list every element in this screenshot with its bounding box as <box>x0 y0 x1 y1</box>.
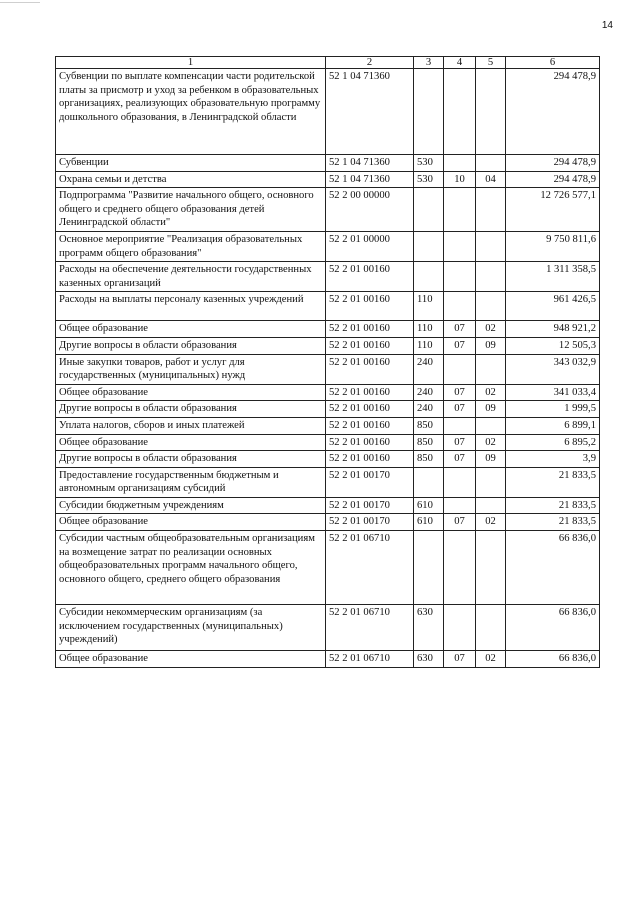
row-col-5: 02 <box>476 384 506 401</box>
row-amount: 961 426,5 <box>506 292 600 321</box>
table-row <box>56 401 600 418</box>
row-name: Охрана семьи и детства <box>56 171 326 188</box>
row-amount: 6 895,2 <box>506 434 600 451</box>
row-name: Расходы на обеспечение деятельности государственных казенных организаций <box>56 262 326 292</box>
row-code: 52 2 01 06710 <box>326 651 414 668</box>
row-name: Расходы на выплаты персоналу казенных учреждений <box>56 292 326 321</box>
row-col-5 <box>476 467 506 497</box>
table-row <box>56 262 600 292</box>
row-code: 52 2 01 00160 <box>326 401 414 418</box>
row-name: Уплата налогов, сборов и иных платежей <box>56 417 326 434</box>
row-name: Субсидии некоммерческим организациям (за исключением государственных (муниципальных) учреждений) <box>56 605 326 651</box>
row-code: 52 2 01 06710 <box>326 531 414 605</box>
row-amount: 341 033,4 <box>506 384 600 401</box>
row-code: 52 2 01 00000 <box>326 231 414 261</box>
header-col-6: 6 <box>506 57 600 69</box>
row-col-3: 850 <box>414 451 444 468</box>
table-row <box>56 354 600 384</box>
scan-artifact-line <box>0 2 40 3</box>
row-col-4 <box>444 155 476 172</box>
row-col-4: 07 <box>444 321 476 338</box>
row-name: Общее образование <box>56 514 326 531</box>
row-col-3: 610 <box>414 497 444 514</box>
row-col-5: 09 <box>476 401 506 418</box>
row-col-4 <box>444 69 476 155</box>
row-col-3: 240 <box>414 354 444 384</box>
table-row <box>56 384 600 401</box>
table-row <box>56 651 600 668</box>
row-code: 52 2 01 00160 <box>326 384 414 401</box>
row-col-3: 630 <box>414 651 444 668</box>
row-col-3: 240 <box>414 384 444 401</box>
row-code: 52 2 01 00160 <box>326 262 414 292</box>
row-amount: 294 478,9 <box>506 171 600 188</box>
row-col-5: 02 <box>476 514 506 531</box>
row-amount: 66 836,0 <box>506 651 600 668</box>
row-amount: 66 836,0 <box>506 531 600 605</box>
row-col-5: 02 <box>476 434 506 451</box>
row-col-4: 07 <box>444 651 476 668</box>
header-col-4: 4 <box>444 57 476 69</box>
row-name: Субвенции <box>56 155 326 172</box>
row-col-4: 07 <box>444 434 476 451</box>
row-col-5: 02 <box>476 321 506 338</box>
budget-table <box>55 56 600 668</box>
table-header-row <box>56 57 600 69</box>
row-col-5 <box>476 231 506 261</box>
row-col-3 <box>414 188 444 232</box>
table-row <box>56 434 600 451</box>
row-col-4: 07 <box>444 451 476 468</box>
table-row <box>56 337 600 354</box>
row-col-5: 09 <box>476 337 506 354</box>
row-col-5 <box>476 188 506 232</box>
row-name: Субвенции по выплате компенсации части родительской платы за присмотр и уход за ребенком в образовательных организациях, реализующих образовательную программу дошкольного образования, в Ленинградской области <box>56 69 326 155</box>
row-col-4 <box>444 292 476 321</box>
row-col-5 <box>476 531 506 605</box>
row-col-4 <box>444 262 476 292</box>
table-row <box>56 451 600 468</box>
row-col-3: 110 <box>414 321 444 338</box>
row-col-4: 07 <box>444 401 476 418</box>
row-code: 52 1 04 71360 <box>326 171 414 188</box>
row-code: 52 2 01 00160 <box>326 337 414 354</box>
row-col-4 <box>444 188 476 232</box>
row-col-4: 07 <box>444 514 476 531</box>
table-row <box>56 69 600 155</box>
row-amount: 12 726 577,1 <box>506 188 600 232</box>
row-code: 52 2 01 00170 <box>326 497 414 514</box>
table-row <box>56 188 600 232</box>
row-code: 52 2 01 00160 <box>326 451 414 468</box>
row-col-4 <box>444 531 476 605</box>
row-col-5 <box>476 292 506 321</box>
row-amount: 21 833,5 <box>506 467 600 497</box>
row-col-4 <box>444 497 476 514</box>
row-code: 52 2 01 00160 <box>326 417 414 434</box>
row-amount: 9 750 811,6 <box>506 231 600 261</box>
row-amount: 12 505,3 <box>506 337 600 354</box>
table-row <box>56 171 600 188</box>
row-col-3 <box>414 262 444 292</box>
row-name: Иные закупки товаров, работ и услуг для государственных (муниципальных) нужд <box>56 354 326 384</box>
table-row <box>56 155 600 172</box>
row-col-3: 530 <box>414 155 444 172</box>
row-col-5 <box>476 605 506 651</box>
table-row <box>56 514 600 531</box>
row-col-5 <box>476 262 506 292</box>
row-name: Общее образование <box>56 321 326 338</box>
page-number: 14 <box>601 20 613 31</box>
row-name: Подпрограмма "Развитие начального общего, основного общего и среднего общего образования детей Ленинградской области" <box>56 188 326 232</box>
row-col-3: 850 <box>414 417 444 434</box>
row-col-5 <box>476 417 506 434</box>
row-code: 52 2 01 00160 <box>326 434 414 451</box>
row-amount: 66 836,0 <box>506 605 600 651</box>
row-col-4 <box>444 467 476 497</box>
row-amount: 21 833,5 <box>506 514 600 531</box>
row-col-5 <box>476 69 506 155</box>
row-amount: 948 921,2 <box>506 321 600 338</box>
row-col-3 <box>414 467 444 497</box>
header-col-5: 5 <box>476 57 506 69</box>
row-code: 52 2 01 00160 <box>326 354 414 384</box>
table-row <box>56 605 600 651</box>
row-name: Общее образование <box>56 651 326 668</box>
row-code: 52 2 01 00160 <box>326 321 414 338</box>
row-col-5 <box>476 155 506 172</box>
table-row <box>56 417 600 434</box>
row-col-4: 07 <box>444 384 476 401</box>
row-col-4 <box>444 231 476 261</box>
row-amount: 294 478,9 <box>506 155 600 172</box>
row-code: 52 2 01 06710 <box>326 605 414 651</box>
row-col-3: 850 <box>414 434 444 451</box>
row-code: 52 1 04 71360 <box>326 155 414 172</box>
row-col-5: 02 <box>476 651 506 668</box>
row-name: Другие вопросы в области образования <box>56 451 326 468</box>
header-col-2: 2 <box>326 57 414 69</box>
row-col-4: 07 <box>444 337 476 354</box>
header-col-3: 3 <box>414 57 444 69</box>
row-name: Другие вопросы в области образования <box>56 337 326 354</box>
row-col-4 <box>444 605 476 651</box>
row-col-3 <box>414 531 444 605</box>
row-col-4: 10 <box>444 171 476 188</box>
row-name: Основное мероприятие "Реализация образовательных программ общего образования" <box>56 231 326 261</box>
row-name: Другие вопросы в области образования <box>56 401 326 418</box>
table-row <box>56 321 600 338</box>
row-col-4 <box>444 417 476 434</box>
row-amount: 1 311 358,5 <box>506 262 600 292</box>
row-code: 52 1 04 71360 <box>326 69 414 155</box>
row-amount: 6 899,1 <box>506 417 600 434</box>
row-code: 52 2 01 00160 <box>326 292 414 321</box>
row-name: Субсидии бюджетным учреждениям <box>56 497 326 514</box>
row-col-3 <box>414 69 444 155</box>
table-row <box>56 497 600 514</box>
table-row <box>56 292 600 321</box>
row-col-3 <box>414 231 444 261</box>
table-row <box>56 531 600 605</box>
row-amount: 343 032,9 <box>506 354 600 384</box>
row-col-3: 110 <box>414 337 444 354</box>
row-code: 52 2 01 00170 <box>326 514 414 531</box>
row-amount: 21 833,5 <box>506 497 600 514</box>
row-name: Субсидии частным общеобразовательным организациям на возмещение затрат по реализации основных общеобразовательных программ начального общего, основного общего, среднего общего образования <box>56 531 326 605</box>
row-col-5 <box>476 354 506 384</box>
row-amount: 1 999,5 <box>506 401 600 418</box>
row-col-5 <box>476 497 506 514</box>
row-col-3: 110 <box>414 292 444 321</box>
row-col-5: 09 <box>476 451 506 468</box>
row-name: Общее образование <box>56 434 326 451</box>
row-col-3: 530 <box>414 171 444 188</box>
row-col-5: 04 <box>476 171 506 188</box>
table-row <box>56 231 600 261</box>
row-col-3: 240 <box>414 401 444 418</box>
row-col-3: 630 <box>414 605 444 651</box>
row-amount: 294 478,9 <box>506 69 600 155</box>
row-name: Предоставление государственным бюджетным и автономным организациям субсидий <box>56 467 326 497</box>
row-col-3: 610 <box>414 514 444 531</box>
row-code: 52 2 00 00000 <box>326 188 414 232</box>
row-col-4 <box>444 354 476 384</box>
row-amount: 3,9 <box>506 451 600 468</box>
table-row <box>56 467 600 497</box>
header-col-1: 1 <box>56 57 326 69</box>
row-code: 52 2 01 00170 <box>326 467 414 497</box>
row-name: Общее образование <box>56 384 326 401</box>
